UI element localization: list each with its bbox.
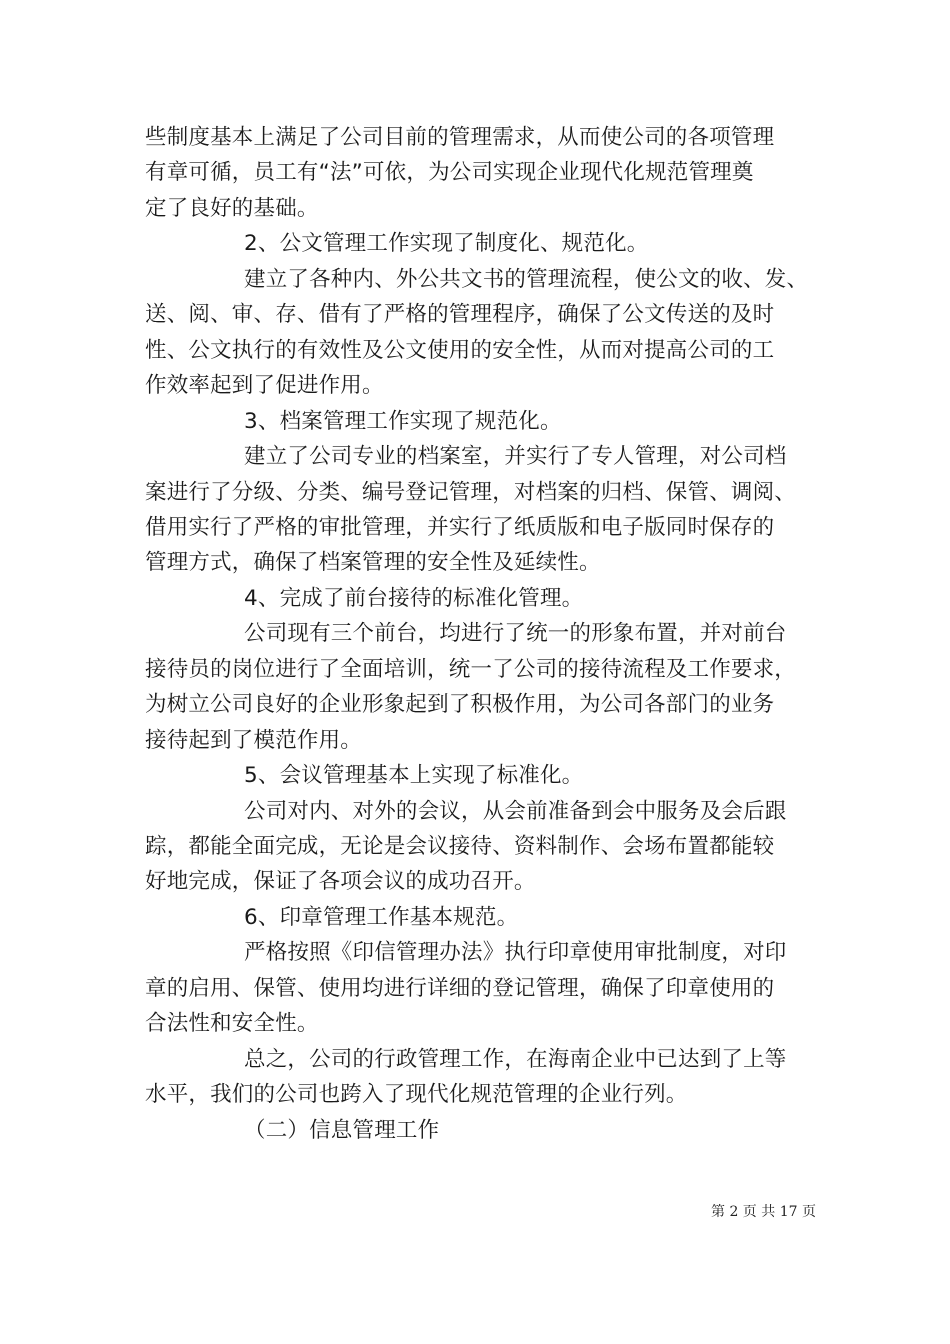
paragraph-line: 水平，我们的公司也跨入了现代化规范管理的企业行列。 (145, 1082, 688, 1107)
paragraph-line: 合法性和安全性。 (145, 1011, 319, 1036)
paragraph-line: 送、阅、审、存、借有了严格的管理程序，确保了公文传送的及时 (145, 302, 775, 327)
paragraph-line: 性、公文执行的有效性及公文使用的安全性，从而对提高公司的工 (145, 338, 775, 363)
paragraph-line: 案进行了分级、分类、编号登记管理，对档案的归档、保管、调阅、 (145, 480, 797, 505)
paragraph-line: 为树立公司良好的企业形象起到了积极作用，为公司各部门的业务 (145, 692, 775, 717)
paragraph-line: 建立了公司专业的档案室，并实行了专人管理，对公司档 (244, 444, 787, 469)
paragraph-line: 好地完成，保证了各项会议的成功召开。 (145, 869, 536, 894)
paragraph-line: 章的启用、保管、使用均进行详细的登记管理，确保了印章使用的 (145, 976, 775, 1001)
section-heading: 3、档案管理工作实现了规范化。 (244, 409, 562, 434)
section-heading: 2、公文管理工作实现了制度化、规范化。 (244, 231, 649, 256)
section-heading: 4、完成了前台接待的标准化管理。 (244, 586, 584, 611)
paragraph-line: 接待员的岗位进行了全面培训，统一了公司的接待流程及工作要求， (145, 657, 797, 682)
paragraph-line: 管理方式，确保了档案管理的安全性及延续性。 (145, 550, 601, 575)
paragraph-line: 公司对内、对外的会议，从会前准备到会中服务及会后跟 (244, 799, 787, 824)
paragraph-line: 踪，都能全面完成，无论是会议接待、资料制作、会场布置都能较 (145, 834, 775, 859)
section-heading: 5、会议管理基本上实现了标准化。 (244, 763, 584, 788)
paragraph-line: 定了良好的基础。 (145, 196, 319, 221)
paragraph-line: 有章可循，员工有“法”可依，为公司实现企业现代化规范管理奠 (145, 160, 754, 185)
paragraph-line: 接待起到了模范作用。 (145, 728, 363, 753)
paragraph-line: 些制度基本上满足了公司目前的管理需求，从而使公司的各项管理 (145, 125, 775, 150)
section-heading: 6、印章管理工作基本规范。 (244, 905, 519, 930)
page-number-footer: 第 2 页 共 17 页 (711, 1204, 816, 1220)
paragraph-line: 借用实行了严格的审批管理，并实行了纸质版和电子版同时保存的 (145, 515, 775, 540)
section-heading: （二）信息管理工作 (244, 1118, 440, 1143)
paragraph-line: 严格按照《印信管理办法》执行印章使用审批制度，对印 (244, 940, 787, 965)
paragraph-line: 建立了各种内、外公共文书的管理流程，使公文的收、发、 (244, 267, 809, 292)
paragraph-line: 总之，公司的行政管理工作，在海南企业中已达到了上等 (244, 1047, 787, 1072)
paragraph-line: 作效率起到了促进作用。 (145, 373, 384, 398)
paragraph-line: 公司现有三个前台，均进行了统一的形象布置，并对前台 (244, 621, 787, 646)
